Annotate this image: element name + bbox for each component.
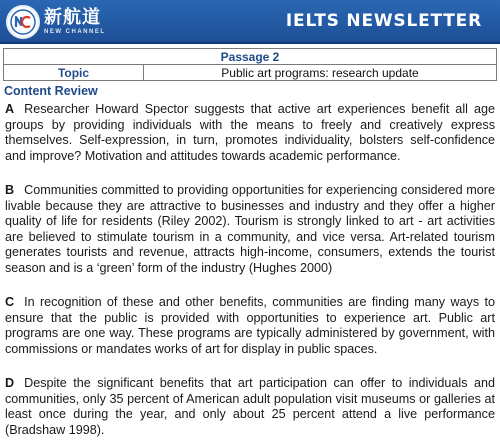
topic-value: Public art programs: research update (144, 65, 497, 81)
newsletter-header (0, 0, 500, 44)
paragraph-d (5, 376, 495, 438)
paragraph-letter: C (5, 295, 15, 309)
paragraph-letter: A (5, 102, 15, 116)
paragraph-letter: D (5, 376, 15, 390)
passage-info-table (3, 48, 497, 81)
newsletter-title: IELTS NEWSLETTER (285, 11, 482, 31)
logo-wordmark (44, 9, 106, 35)
paragraph-c (5, 295, 495, 357)
paragraph-text: Researcher Howard Spector suggests that active art experiences benefit all age groups by providing individuals with the means to freely and creatively express themselves. Self-expression, in turn, promotes individuality, bolsters self-confidence and improve? Motivation and attitudes towards academic performance. (5, 102, 495, 163)
logo-chinese-text: 新航道 (44, 7, 101, 28)
paragraph-a (5, 102, 495, 164)
passage-row (4, 49, 497, 65)
content-review-heading: Content Review (4, 84, 98, 98)
paragraph-text: In recognition of these and other benefits, communities are finding many ways to ensure that the public is provided with opportunities to experience art. Public art programs are one way. These programs are typically administered by government, with commissions or mandates works of art for display in public spaces. (5, 295, 495, 356)
new-channel-logo-icon (6, 5, 40, 39)
paragraph-text: Communities committed to providing opportunities for experiencing considered more livable because they are attractive to businesses and industry and they offer a higher quality of life for residents (Riley 2002). Tourism is strongly linked to art - art activities are believed to stimulate tourism in a community, and vice versa. Art-related tourism generates tourists and revenue, attracts high-income, consumers, extends the tourist season and is a ‘green’ form of the industry (Hughes 2000) (5, 183, 495, 275)
paragraph-b (5, 183, 495, 276)
paragraph-text: Despite the significant benefits that art participation can offer to individuals and communities, only 35 percent of American adult population visit museums or galleries at least once during the year, and only about 25 percent attend a live performance (Bradshaw 1998). (5, 376, 495, 437)
paragraph-letter: B (5, 183, 15, 197)
logo-english-text: NEW CHANNEL (44, 29, 106, 35)
passage-title: Passage 2 (4, 49, 497, 65)
topic-row (4, 65, 497, 81)
brand-logo (6, 5, 106, 39)
topic-label: Topic (4, 65, 144, 81)
